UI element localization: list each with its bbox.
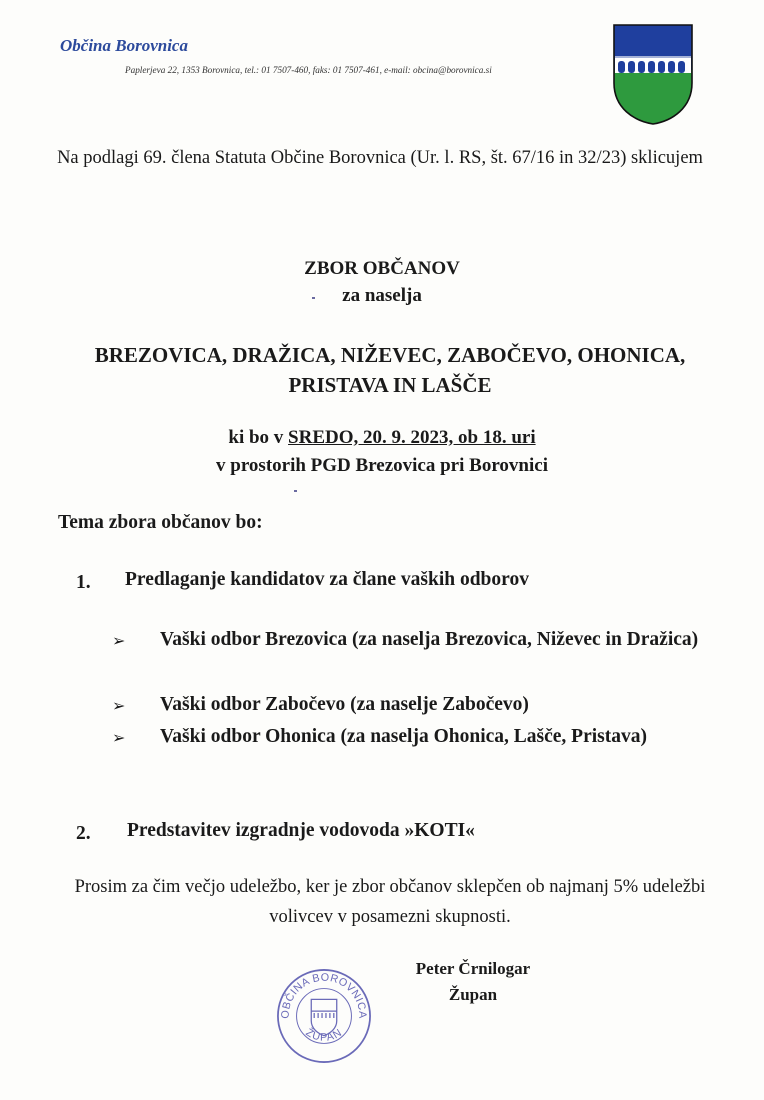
signature-block	[398, 956, 548, 1008]
arrow-bullet-icon: ➢	[112, 696, 126, 715]
arrow-bullet-icon: ➢	[112, 631, 126, 650]
stamp-text-bottom: ŽUPAN	[303, 1026, 345, 1044]
item-text: Predstavitev izgradnje vodovoda »KOTI«	[127, 820, 475, 841]
subitem: Vaški odbor Brezovica (za naselja Brezovica, Niževec in Dražica)	[160, 629, 699, 650]
closing-paragraph: Prosim za čim večjo udeležbo, ker je zbor občanov sklepčen ob najmanj 5% udeležbi volivcev v posamezni skupnosti.	[74, 877, 706, 927]
org-address: Paplerjeva 22, 1353 Borovnica, tel.: 01 7507-460, faks: 01 7507-461, e-mail: obcina@borovnica.si	[125, 65, 492, 75]
stamp-text-top: OBČINA BOROVNICA	[279, 971, 369, 1019]
item-number: 1.	[76, 572, 91, 593]
scan-speck	[312, 297, 315, 299]
subitem: Vaški odbor Ohonica (za naselja Ohonica, Lašče, Pristava)	[160, 726, 647, 747]
topic-heading: Tema zbora občanov bo:	[58, 512, 263, 533]
stamp-shield-icon	[311, 999, 336, 1035]
item-text: Predlaganje kandidatov za člane vaških odborov	[125, 569, 529, 590]
meeting-time	[0, 427, 764, 449]
item-number: 2.	[76, 823, 91, 844]
meeting-time-prefix: ki bo v	[228, 427, 289, 448]
document-title: ZBOR OBČANOV	[304, 258, 460, 279]
signer-name: Peter Črnilogar	[415, 959, 531, 978]
svg-text:ŽUPAN	[303, 1026, 344, 1044]
scan-speck	[294, 490, 297, 492]
org-name: Občina Borovnica	[60, 36, 188, 55]
subitem: Vaški odbor Zabočevo (za naselje Zabočevo)	[160, 694, 529, 715]
meeting-date: SREDO, 20. 9. 2023, ob 18. uri	[288, 427, 536, 448]
villages-list: BREZOVICA, DRAŽICA, NIŽEVEC, ZABOČEVO, OHONICA, PRISTAVA IN LAŠČE	[94, 343, 686, 397]
coat-of-arms-icon	[612, 23, 694, 126]
intro-paragraph: Na podlagi 69. člena Statuta Občine Borovnica (Ur. l. RS, št. 67/16 in 32/23) sklicujem	[57, 148, 703, 168]
arrow-bullet-icon: ➢	[112, 728, 126, 747]
document-subtitle: za naselja	[342, 285, 422, 306]
meeting-location: v prostorih PGD Brezovica pri Borovnici	[216, 455, 548, 476]
svg-text:OBČINA BOROVNICA	[280, 972, 369, 1020]
signer-role: Župan	[448, 985, 498, 1004]
official-stamp	[275, 967, 373, 1065]
